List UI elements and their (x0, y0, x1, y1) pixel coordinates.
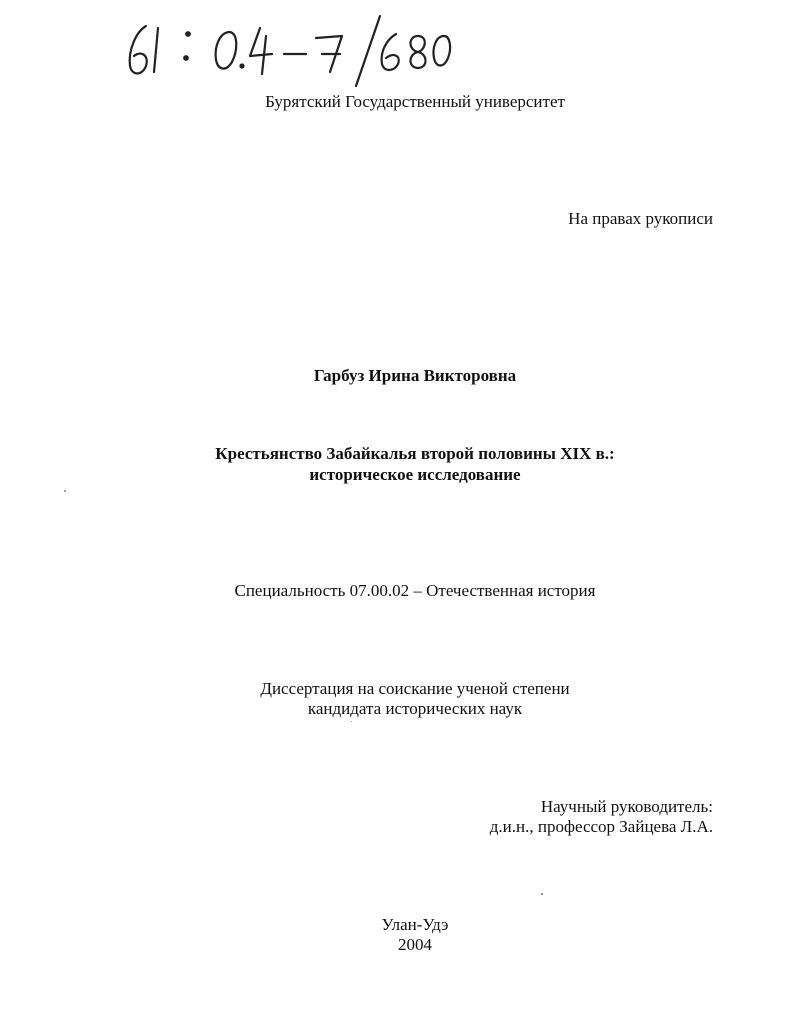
scan-speck (541, 893, 543, 895)
dissertation-title-line1: Крестьянство Забайкалья второй половины XIX в.: (215, 444, 615, 463)
supervisor-label: Научный руководитель: (540, 797, 713, 816)
scan-speck (64, 490, 66, 492)
dissertation-title-line2: историческое исследование (309, 465, 521, 484)
manuscript-rights-note: На правах рукописи (568, 209, 713, 228)
university-name: Бурятский Государственный университет (265, 92, 565, 111)
handwritten-archive-mark (118, 10, 458, 90)
city: Улан-Удэ (381, 915, 449, 934)
supervisor-name: д.и.н., профессор Зайцева Л.А. (489, 817, 713, 836)
dissertation-purpose-line1: Диссертация на соискание ученой степени (260, 679, 570, 698)
dissertation-purpose-line2: кандидата исторических наук (307, 699, 523, 718)
scan-speck (351, 721, 352, 722)
year: 2004 (398, 935, 432, 954)
author-name: Гарбуз Ирина Викторовна (313, 366, 517, 385)
specialty: Специальность 07.00.02 – Отечественная история (234, 581, 596, 600)
